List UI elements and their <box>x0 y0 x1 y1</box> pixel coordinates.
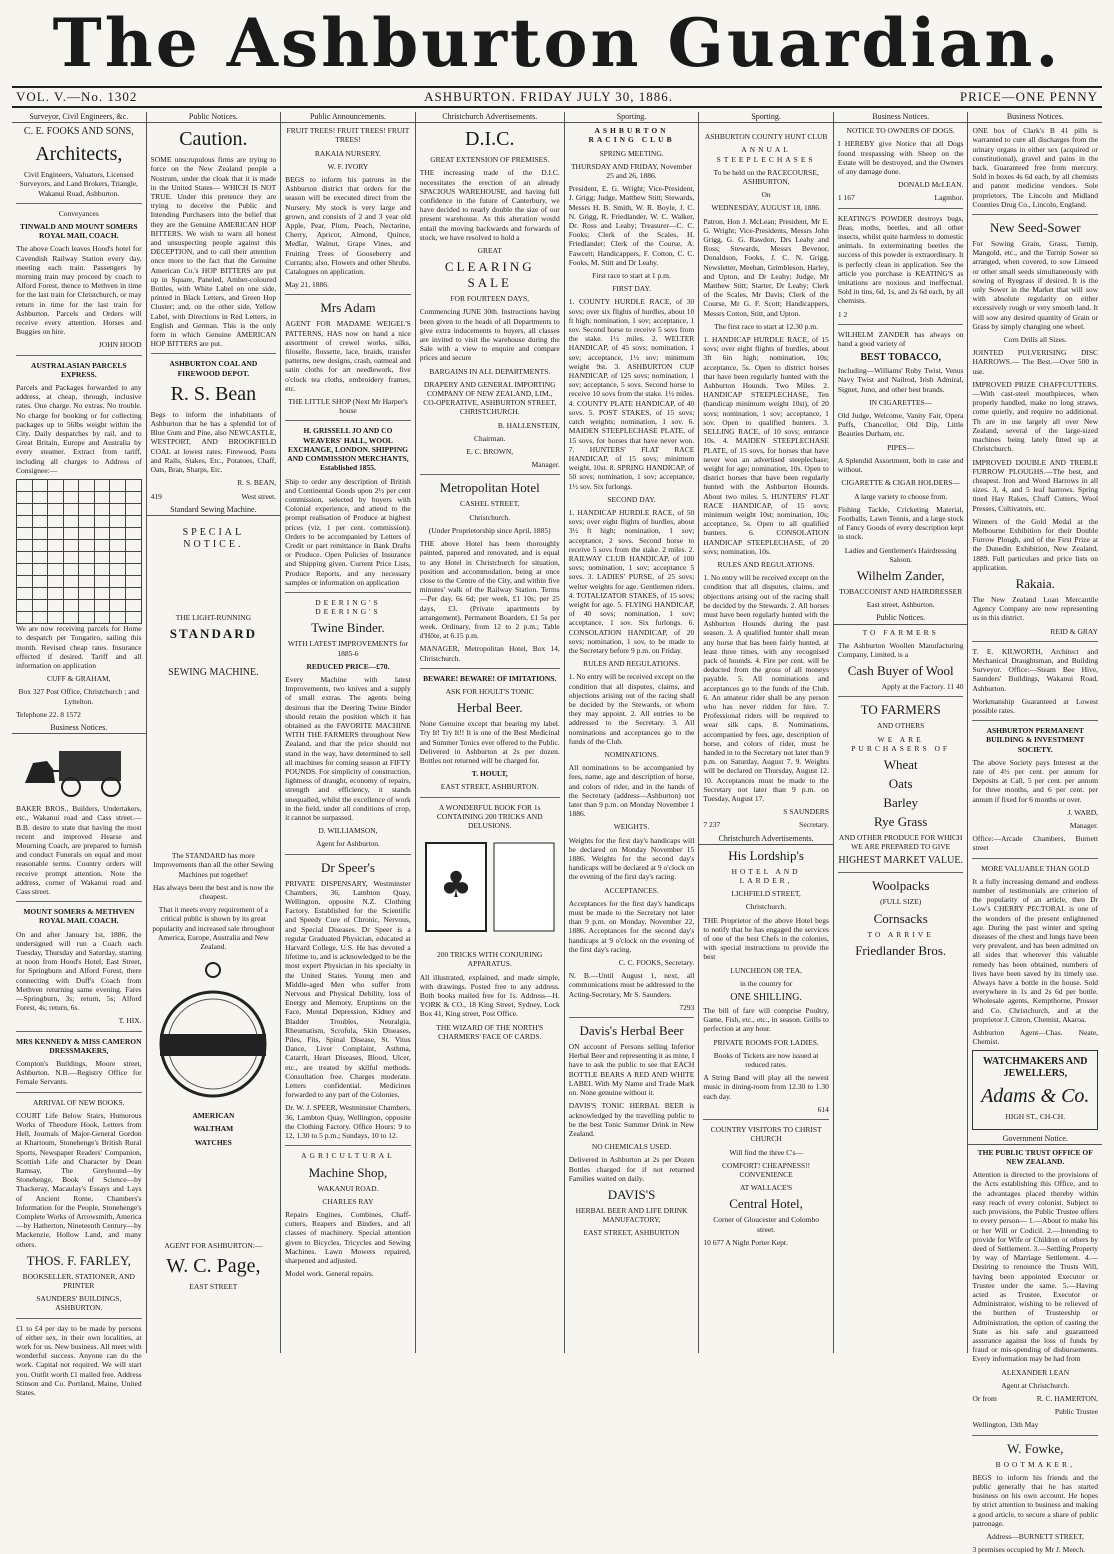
weights-body: Weights for the first day's handicaps will be declared on Monday November 15 1886. Weights for the second day's handicaps will be declared at 9 o'clock on the evening of the first day's racing. <box>568 835 695 882</box>
race-officials: President, E. G. Wright; Vice-President, J. Grigg; Judge, Matthew Stitt; Stewards, Messrs H. B. Smith, W. R. Boyle, J. C. N. Grigg, R. Friedlander, W. C. Walker, Dr. Ross and Leahy; Treasurer—C. C. Fooks; Clerk of the Scales, H. Friedlander; Clerk of the Course, A. Fawcett; Handicappers, F. Cotton, C. C. Fooks, M. Stitt and Dr Leahy. <box>568 184 695 267</box>
great-label: GREAT <box>477 246 502 256</box>
hamerton-name: R. C. HAMERTON, <box>1036 1393 1099 1403</box>
keating-body: KEATING'S POWDER destroys bugs, fleas, moths, beetles, and all other insects, whilst quite harmless to domestic animals. In exterminating beetles the success of this powder is extraordinary. It is perfectly clean in application. See the article you purchase is KEATING'S as imitations are noxious and ineffectual. Sold in tins, 6d, 1s, and 2s 6d each, by all chemists. <box>837 213 964 306</box>
reduced-price: REDUCED PRICE—£70. <box>306 661 390 671</box>
parcels-signature: CUFF & GRAHAM, <box>47 674 111 684</box>
books-body: COURT Life Below Stairs, Humorous Works of Theodore Hook, Letters from Hell, Journals of Major-General Gordon at Khartoum, Stonehenge's British Rural Sports, Newspaper Readers' Companion, Scottish Life and Character by Dean Ramsay, The Greyhound—by Stonehenge, Book of Science—by Thackeray, Macaulay's Essays and Lays of Ancient Rome, Chambers's Information for the People, Stonehenge's Complete Works of Arrowsmith, America—by Hatherton, Nineteenth Century—by Mackenzie, Hollow Land, and many others. <box>16 1110 142 1249</box>
wallace-line: AT WALLACE'S <box>740 1183 793 1193</box>
coal-signature: R. S. BEAN, <box>237 478 277 488</box>
hairdressing-saloon: Ladies and Gentlemen's Hairdressing Saloon. <box>844 545 957 564</box>
steeplechase-date: WEDNESDAY, AUGUST 18, 1886. <box>711 203 821 213</box>
first-race-time: First race to start at 1 p.m. <box>592 271 671 281</box>
wheat: Wheat <box>883 756 918 772</box>
tobacco-body: Including—Williams' Ruby Twist, Venus Navy Twist and Nailrod, Irish Admiral, Signet, Juno, and other best brands. <box>837 366 964 394</box>
rules-heading: RULES AND REGULATIONS. <box>717 559 815 569</box>
column-heading: Public Announcements. <box>281 112 415 123</box>
clarks-pills-body: ONE box of Clark's B 41 pills is warranted to cure all discharges from the urinary organs in either sex (acquired or constitutional), gravel and pains in the back. Guaranteed free from mercury. Sold in boxes 4s 6d each, by all chemists and patent medicine vendors. Sole proprietors, The Lincoln and Midland Counties Drug Co., Lincoln, England. <box>972 126 1099 209</box>
svg-text:♣: ♣ <box>439 865 472 907</box>
herbal-beer-title: Herbal Beer. <box>456 700 523 716</box>
extension-heading: GREAT EXTENSION OF PREMISES. <box>430 155 550 165</box>
standard-body-2: Has always been the best and is now the cheapest. <box>152 882 274 901</box>
friedlander-bros: Friedlander Bros. <box>855 942 947 958</box>
lordship-title: His Lordship's <box>728 847 804 863</box>
davis-subheading: HERBAL BEER AND LIFE DRINK MANUFACTORY, <box>575 1205 688 1225</box>
annual-steeplechases: ANNUAL STEEPLECHASES <box>716 145 816 164</box>
central-hotel: Central Hotel, <box>729 1196 803 1212</box>
secretary-label: Secretary. <box>799 820 829 830</box>
nominations-heading: NOMINATIONS. <box>604 750 659 759</box>
telephone: Telephone 22. 8 1572 <box>16 709 81 719</box>
first-race-time: The first race to start at 12.30 p.m. <box>714 321 818 331</box>
weights-heading: WEIGHTS. <box>613 822 650 832</box>
race-notice-number: 7293 <box>679 1002 695 1012</box>
cornsacks: Cornsacks <box>873 910 928 926</box>
hunt-notice-number: 7 237 <box>703 820 721 830</box>
cigarettes-heading: IN CIGARETTES— <box>869 397 933 407</box>
column-7 <box>834 112 969 1353</box>
tickets: Books of Tickets are now issued at reduced rates. <box>713 1050 819 1070</box>
column-3 <box>281 112 416 1353</box>
book-body: All illustrated, explained, and made simple, with drawings. Posted free to any address. Both books mailed free for 1s. Address—H. YORK & CO., 18 King Street, Sydney, Lock Box 41, King street, Post Office. <box>419 972 560 1019</box>
pipes-body: A Splendid Assortment, both in case and without. <box>837 455 964 475</box>
wakanui-road: WAKANUI ROAD. <box>317 1183 379 1193</box>
band-number: 614 <box>817 1104 829 1114</box>
pocket-watch-icon <box>158 956 268 1106</box>
adams-address: HIGH ST., CH-CH. <box>1005 1112 1066 1122</box>
ray-name: CHARLES RAY <box>322 1196 374 1206</box>
rakaia-title: Rakaia. <box>1015 575 1055 591</box>
adam-name: Mrs Adam <box>320 300 376 316</box>
string-band: A String Band will play all the newest music in dining-room from 12.30 to 1.30 each day. <box>703 1073 829 1101</box>
ward-name: J. WARD, <box>1067 807 1099 817</box>
ploughs-body: IMPROVED DOUBLE AND TREBLE FURROW PLOUGHS.—The best, and cheapest. Iron and Wood Harrows in all sizes. 3, 4, and 5 leaf harrows. Spring tined Hay Rakes, Chaff Cutters, Wool Presses, Cultivators, etc. <box>972 457 1099 513</box>
waltham-line-3: WATCHES <box>194 1137 232 1147</box>
woollen-body: The Ashburton Woollen Manufacturing Company, Limited, is a <box>837 640 964 659</box>
zander-address: East street, Ashburton. <box>866 600 935 610</box>
one-shilling: ONE SHILLING. <box>730 992 802 1004</box>
wizard-heading: THE WIZARD OF THE NORTH'S CHARMERS' FACE OF CARDS. <box>436 1022 544 1041</box>
davis-delivery: Delivered in Ashburton at 2s per Dozen Bottles charged for if not returned Families waited on daily. <box>568 1155 695 1183</box>
standard-title: STANDARD <box>169 626 257 642</box>
adams-name: Adams & Co. <box>981 1085 1090 1108</box>
machine-shop: Machine Shop, <box>308 1164 388 1180</box>
disc-harrows: JOINTED PULVERISING DISC HARROWS.— The Best.—Over 500 in use. <box>972 348 1099 376</box>
twine-subheading: WITH LATEST IMPROVEMENTS for 1885-6 <box>287 639 408 658</box>
purchasers-line: WE ARE PURCHASERS OF <box>851 734 951 753</box>
davis-tonic: DAVIS'S TONIC HERBAL BEER is acknowledged by the travelling public to be the best Tonic Summer Drink in New Zealand. <box>568 1101 695 1138</box>
comfort-line: COMFORT! CHEAPNESS!! CONVENIENCE <box>722 1160 811 1179</box>
metropolitan-title: Metropolitan Hotel <box>439 480 540 496</box>
no-chemicals: NO CHEMICALS USED. <box>591 1142 672 1152</box>
to-arrive: TO ARRIVE <box>867 929 934 939</box>
issue-date: ASHBURTON. FRIDAY JULY 30, 1886. <box>424 89 674 104</box>
and-others: AND OTHERS <box>877 721 925 731</box>
dogs-heading: NOTICE TO OWNERS OF DOGS. <box>846 126 955 136</box>
deering-heading: DEERING'S DEERING'S <box>315 597 381 617</box>
gold-body: It a fully increasing demand and endless number of testimonials are criterion of the popularity of an article, then Dr Low's CHERRY PECTORAL is one of the wonders of the present enlightened age. During the past winter and spring diseases of the chest and lungs have been very prevalent, and has been admitted on all sides that wherever this valuable remedy has been obtained, numbers of lives have been saved by its timely use. Always have a bottle in the house. Sold everywhere in 1s and 2s 6d per bottle. Wholesale agents, Kempthorne, Prosser and Co. Christchurch, and at the proprietor J. Citron, Chemist, Akaroa. <box>972 876 1099 1024</box>
permanent-society-heading: ASHBURTON PERMANENT BUILDING & INVESTMENT SOCIETY. <box>986 726 1085 754</box>
oats: Oats <box>888 775 913 791</box>
cash-buyer: Cash Buyer of Wool <box>847 663 954 679</box>
farley-address: SAUNDERS' BUILDINGS, ASHBURTON. <box>36 1294 122 1313</box>
page-address: EAST STREET <box>189 1281 238 1291</box>
business-heading: Business Notices. <box>12 723 146 734</box>
ivory-body: BEGS to inform his patrons in the Ashburton district that orders for the season will be executed direct from the Nursery. My stock is very large and grown, and consists of 2 and 3 year old Apple, Pear, Plum, Peach, Nectarine, Cherry, Apricot, Almond, Quince, Medlar, Walnut, Grape Vines, and Fruiting Trees of Gooseberry and Currants; also, Flowers and other Shrubs. Catalogues on application. <box>285 175 411 277</box>
fooks-signature: C. C. FOOKS, Secretary. <box>618 958 695 968</box>
dogs-number: 1 167 <box>837 193 855 203</box>
book-heading: A WONDERFUL BOOK FOR 1s CONTAINING 200 TRICKS AND DELUSIONS. <box>436 802 543 830</box>
columns <box>12 112 1102 1554</box>
light-running: THE LIGHT-RUNNING <box>175 612 252 622</box>
christchurch-heading: Christchurch Advertisements. <box>699 834 833 845</box>
to-farmers: TO FARMERS <box>862 627 939 637</box>
newspaper-title: The Ashburton Guardian. <box>52 4 1062 82</box>
seed-sower-title: New Seed-Sower <box>989 220 1081 236</box>
tinwald-heading: TINWALD AND MOUNT SOMERS ROYAL MAIL COACH. <box>19 222 138 241</box>
coal-number: 419 <box>150 491 162 501</box>
public-notices-heading: Public Notices. <box>834 613 968 624</box>
agency-body: The New Zealand Loan Mercantile Agency Company are now representing us in this district. <box>972 594 1099 623</box>
adams-advert <box>972 1050 1098 1129</box>
chairman-label: Chairman. <box>474 433 506 443</box>
bootmaker: BOOTMAKER, <box>995 1459 1075 1469</box>
column-heading: Business Notices. <box>968 112 1102 123</box>
kilworth-body: T. E. KILWORTH, Architect and Mechanical Draughtsman, and Building Surveyor. Office:—Steam Bee Hive, Saunders' Buildings, Wakanui Road, Ashburton. <box>972 646 1099 693</box>
steeplechase-races: 1. HANDICAP HURDLE RACE, of 15 sovs; over eight flights of hurdles, about 3ft 6in high; nomination, 10s; acceptance, 5s. Open to district horses that have been regularly hunted with the Ashburton Hounds. Two Miles. 2. HANDICAP STEEPLECHASE, Ten (handicap minimum weight 10st), of 20 sovs; nomination, 1 sov; acceptance, 1 sov. Open to qualified hunters. 3. SELLING RACE, of 10 sovs; entrance 10s. 4. MAIDEN STEEPLECHASE PLATE, of 15 sovs, for horses that have never won an advertised steeplechase; weight for age; nomination, 10s. Open to district horses that have been regularly hunted with the Ashburton Hounds. About two miles. 5. HUNTERS' FLAT RACE HANDICAP, of 15 sovs; minimum weight 10st; nomination, 10s; acceptance, 5s. Open to all qualified hunters. 6. CONSOLATION HANDICAP STEEPLECHASE, of 20 sovs; nomination, 10s. <box>703 335 829 556</box>
zander-intro: WILHELM ZANDER has always on hand a good variety of <box>837 329 964 349</box>
permanent-body: The above Society pays Interest at the rate of 4½ per cent. per annum for Deposits at Call, 5 per cent. per annum for three months, and 6 per cent. per annum if fixed for 6 months or over. <box>972 757 1099 804</box>
nursery-heading: RAKAIA NURSERY. <box>314 148 382 158</box>
rye-grass: Rye Grass <box>874 813 928 829</box>
hamerton-title: Public Trustee <box>1054 1407 1099 1417</box>
agricultural-heading: AGRICULTURAL <box>301 1151 395 1161</box>
woolpacks: Woolpacks <box>871 878 930 894</box>
dic-body: THE increasing trade of the D.I.C. necessitates the erection of an already SPACIOUS WAREHOUSE, and having full confidence in the future of Canterbury, we have decided to nearly double the size of our present warehouse. As this alteration would entail the moving backwards and forwards of stock, we have resolved to hold a <box>419 168 560 242</box>
produce-line: AND OTHER PRODUCE FOR WHICH WE ARE PREPARED TO GIVE <box>838 832 963 852</box>
christchurch-label: Christchurch. <box>745 902 787 912</box>
bargains: BARGAINS IN ALL DEPARTMENTS. <box>429 366 551 376</box>
ivory-name: W. F. IVORY <box>327 161 369 171</box>
hoult-name: T. HOULT, <box>471 769 508 779</box>
nb-body: N. B.—Until August 1, next, all communications must be addressed to the Acting-Secretary, Mr S. Saunders. <box>568 971 695 999</box>
column-2 <box>147 112 282 1353</box>
brown-name: E. C. BROWN, <box>466 447 514 457</box>
volume-number: VOL. V.—No. 1302 <box>16 89 138 104</box>
pound-body: £1 to £4 per day to be made by persons of either sex, in their own localities, at work for us. New business. All meet with wonderful success. Anyone can do the work. Capital not required. We will start you. Outfit worth £1 mailed free. Address Stinson and Co. Portland, Maine, United States. <box>16 1323 142 1398</box>
nominations-body: All nominations to be accompanied by fees, name, age and description of horse, and colors of rider, and in the hands of the Secretary (address—Ashburton) not later than 9 p.m. on Monday November 1 1886. <box>568 763 695 819</box>
or-from: Or from <box>972 1393 997 1403</box>
twine-body: Every Machine with latest Improvements, two knives and a supply of small extras. The agents being desirous that the Deering Twine Binder should retain the position which it has obtained as the FAVORITE MACHINE WITH THE FARMERS throughout New Zealand, and that the price should not stand in the way, have determined to sell all machines for coming season at FIFTY POUNDS. For simplicity of construction, lightness of draught, economy of repairs, strength and efficiency, it stands unequalled, whilst the excellence of work in the field, under all conditions of crop, it cannot be surpassed. <box>285 674 411 822</box>
metropolitan-subheading: (Under Proprietorship since April, 1885) <box>428 525 551 535</box>
masthead <box>0 0 1114 86</box>
racing-club-heading: ASHBURTON RACING CLUB <box>588 126 675 145</box>
best-tobacco: BEST TOBACCO, <box>860 352 941 364</box>
column-heading: Surveyor, Civil Engineers, &c. <box>12 112 146 123</box>
holders-heading: CIGARETTE & CIGAR HOLDERS— <box>841 478 960 488</box>
speer-footer: Dr. W. J. SPEER, Westminster Chambers, 36, Lambton Quay, Wellington, opposite the Clothing Factory. Office Hours: 9 to 12, 1.30 to 5 p.m.; Sundays, 10 to 12. <box>285 1103 411 1141</box>
public-trust-body: Attention is directed to the provisions of the Acts establishing this Office, and to the advantages placed thereby within easy reach of every colonist. Subject to such provisions, the Public Trustee offers to every person— 1.—About to make his or her Will or Codicil. 2.—Intending to provide for Wife or Children or others by deed of Settlement. 3.—Settling Property by way of Marriage Settlement. 4.—Desiring to renounce the Trusts Will, having been appointed Executor or Trustee under the same. 5.—Having acted as Trustee, Executor or Administrator, wishing to be relieved of the burthen of Trusteeship or Administration, the option of casting the State as his safe and guaranteed assurance against the loss of funds by fraud or mis-spending of disbursements. Every information may be had from <box>972 1170 1099 1364</box>
government-notice-heading: Government Notice. <box>968 1134 1102 1145</box>
dogs-signature: DONALD McLEAN. <box>898 180 964 190</box>
acceptances-body: Acceptances for the first day's handicaps must be made to the Secretary not later than 9 p.m. on Monday, November 22, 1886. Acceptances for the second day's handicaps at 9 o'clock on the evening of the first day's racing. <box>568 898 695 954</box>
column-heading: Public Notices. <box>147 112 281 123</box>
pipes-heading: PIPES— <box>887 442 915 452</box>
column-heading: Sporting. <box>699 112 833 123</box>
ray-footer: Model work. General repairs. <box>285 1269 374 1279</box>
williamson-title: Agent for Ashburton. <box>315 839 380 849</box>
keating-number: 1 2 <box>837 309 848 319</box>
holders-body: A large variety to choose from. <box>854 491 948 501</box>
barley: Barley <box>883 794 918 810</box>
watchmakers-heading: WATCHMAKERS AND JEWELLERS, <box>982 1056 1088 1080</box>
special-notice: SPECIAL NOTICE. <box>182 526 245 550</box>
clearing-sale: CLEARING SALE <box>444 259 535 291</box>
adam-shop: THE LITTLE SHOP (Next Mr Harper's house <box>288 397 408 416</box>
kennedy-body: Compton's Buildings, Moore street, Ashburton. N.B.—Registry Office for Female Servants. <box>16 1059 142 1087</box>
fishing-body: Fishing Tackle, Cricketing Material, Footballs, Lawn Tennis, and a large stock of Fancy Goods of every description kept in stock. <box>837 504 964 542</box>
zander-name: Wilhelm Zander, <box>856 567 945 583</box>
acceptances-heading: ACCEPTANCES. <box>604 885 659 895</box>
fowke-address: Address—BURNETT STREET, <box>986 1531 1084 1541</box>
tinwald-signature: JOHN HOOD <box>98 340 142 350</box>
beware-heading: BEWARE! BEWARE! OF IMITATIONS. <box>423 673 557 683</box>
saunders-name: S SAUNDERS <box>783 807 829 817</box>
seed-sower-body: For Sowing Grain, Grass, Turnip, Mangold, etc., and the Turnip Sower so arranged, when covered, to sow Linseed or other small seeds simultaneously with sowing of Ryegrass if desired. It is the only Sower in the Market that will sow with absolute regularity on either excessively rough or very smooth land. It will sow any desired quantity of Grain or Grass by simply changing one wheel. <box>972 239 1099 331</box>
christchurch-label: Christchurch. <box>469 512 511 522</box>
sewing-heading: Standard Sewing Machine. <box>147 505 281 516</box>
first-day-races: 1. COUNTY HURDLE RACE, of 30 sovs; over six flights of hurdles, about 10 ft high; nomination, 1 sov; acceptance, 1 sov. Second horse to receive 5 sovs from the stake. 1½ miles. 2. WELTER HANDICAP, of 45 sovs; nomination, 1 sov; acceptance, 1½ sov; minimum weight 9st. 3. ASHBURTON CUP HANDICAP, of 125 sovs; nomination, 1 sov; acceptance, 5 sovs. Second horse to receive 10 sovs from the stake. 1½ miles. 4. COUNTY PLATE HANDICAP, of 40 sovs. 5. POST STAKES, of 15 sovs; catch weights; nomination, 1 sov. 6. MAIDEN STEEPLECHASE PLATE, of 15 sovs, for horses that have never won. 7. HUNTERS' FLAT RACE HANDICAP, of 15 sovs; minimum weight, 10st. 8. SPRING HANDICAP, of 50 sovs; nomination, 1 sov; acceptance, 1½ sov. Six furlongs. <box>568 297 695 491</box>
reid-gray: REID & GRAY <box>1050 626 1099 636</box>
hunt-officials: Patron, Hon J. McLean; President, Mr E. G. Wright; Vice-Presidents, Messrs John Grigg, G. G. Rawdon, Drs Leahy and Ross; Stewards, Messrs Bevenor, Donaldson, Fooks, J. C. N. Grigg, Newsletter, Meehan, Grimbleson, Harley, and Upton, and Dr Leahy; Judge, Mr Matthew Stitt; Starter, Dr Leahy; Clerk of the Scales, Mr Davis; Clerk of the Course, Mr G. F. Scott; Handicappers, Messrs Cotton, Stitt, and Upton. <box>703 216 829 318</box>
second-day-races: 1. HANDICAP HURDLE RACE, of 50 sovs; over eight flights of hurdles, about 3½ ft high; nomination, 1 sov; acceptance, 2 sovs. Second horse to receive 5 sovs from the stake. 2 miles. 2. RAILWAY CLUB HANDICAP, of 100 sovs; nomination, 1 sov; acceptance 5 sovs. 3. LADIES' PURSE, of 25 sovs; welter weights for age. Gentlemen riders. 4. TOTALIZATOR STAKES, of 15 sovs; weight for age. 5. FLYING HANDICAP, of 40 sovs; nomination, 1 sov; acceptance, 1 sov. Six furlongs. 6. CONSOLATION HANDICAP, of 20 sovs; nomination, 1 sov, to be made to the Secretary before 9 p.m. on Friday. <box>568 507 695 655</box>
davis-address: EAST STREET, ASHBURTON <box>583 1228 680 1238</box>
column-heading: Christchurch Advertisements. <box>416 112 564 123</box>
spring-meeting: SPRING MEETING. <box>599 148 664 158</box>
waltham-line-1: AMERICAN <box>192 1111 235 1121</box>
ward-office: Office:—Arcade Chambers, Burnett street <box>972 834 1099 853</box>
parcels-heading: AUSTRALASIAN PARCELS EXPRESS. <box>31 360 127 379</box>
cashel-street: CASHEL STREET, <box>459 499 520 509</box>
griss-body: Ship to order any description of British and Continental Goods upon 2½ per cent commission, selected by buyers with Colonial experience, and attend to the prompt realisation of Produce at highest prices (viz. 1 per cent. commission). Orders to be accompanied by Letters of Credit or part remittance in Bank Drafts or Produce. Open Policies of Insurance and Shipping given. Current Price Lists, Produce Reports, and any necessary samples or information on application <box>285 476 411 587</box>
dic-company: DRAPERY AND GENERAL IMPORTING COMPANY OF NEW ZEALAND, LIM., CO-OPERATIVE, ASHBURTON STREET, CHRISTCHURCH. <box>423 379 557 417</box>
column-8 <box>968 112 1102 1554</box>
griss-heading: H. GRISSELL JO AND CO WEAVERS' HALL, WOOL EXCHANGE, LONDON. SHIPPING AND COMMISSION MERCHANTS, Established 1855. <box>287 426 409 473</box>
twine-binder: Twine Binder. <box>311 620 385 636</box>
books-heading: ARRIVAL OF NEW BOOKS. <box>33 1097 125 1107</box>
speer-name: Dr Speer's <box>320 859 375 875</box>
first-day: FIRST DAY. <box>612 284 651 294</box>
hearse-illustration <box>16 739 142 799</box>
lean-name: ALEXANDER LEAN <box>1001 1367 1070 1377</box>
hunt-club-heading: ASHBURTON COUNTY HUNT CLUB <box>704 132 828 142</box>
rules-body: 1. No entry will be received except on the condition that all disputes, claims, and objections arising out of the racing shall be decided by the Stewards. 2. All horses must have been regularly hunted with the Ashburton Hounds during the past season. 3. A qualified hunter shall mean any horse that has been fairly hunted, at least three times, with any recognised pack of hounds. 4. Fire per cent. will be deducted from the gross of all moneys payable. 5. All nominations and acceptances go to the funds of the Club. 6. An amateur rider shall be any person who has never ridden for hire. 7. Professional riders will be required to wear silk caps. 8. Nominations, accompanied by fees, age, description of horse, and colors of rider, must be handed in to the Secretary not later than 9 p.m. on Saturday, August 7. 9. Weights will be declared on Thursday, August 12. 10. Acceptances must be made to the Secretary not later than 9 p.m. on Tuesday, August 17. <box>703 573 829 804</box>
fowke-name: W. Fowke, <box>1007 1440 1064 1456</box>
mount-signature: T. HIX. <box>118 1016 142 1026</box>
standard-body-3: That it meets every requirement of a critical public is shown by its great popularity and increased sale throughout America, Europe, Australia and New Zealand. <box>152 905 275 951</box>
playing-card-illustration <box>420 835 560 945</box>
gold-medal-body: Winners of the Gold Medal at the Melbourne Exhibition for their Double Furrow Plough, and of the First Prize at the Dunedin Exhibition, New Zealand, 1889. Full particulars and price lists on application. <box>972 516 1099 572</box>
rules-body: 1. No entry will be received except on the condition that all disputes, claims, and objections arising out of the racing shall be decided by the Stewards, or whom they may appoint. 2. All entries to be addressed to the Secretary. 3. All nominations and acceptances go to the funds of the Club. <box>568 672 695 746</box>
gold-agent: Ashburton Agent—Chas. Neate, Chemist. <box>972 1028 1099 1047</box>
dogs-place: Lagmhor. <box>934 193 964 203</box>
fowke-footer: 3 premises occupied by Mr J. Meech. <box>972 1545 1085 1554</box>
waltham-illustration <box>151 956 277 1106</box>
country-visitors: COUNTRY VISITORS TO CHRIST CHURCH <box>710 1125 822 1144</box>
davis-body: ON account of Persons selling Inferior Herbal Beer and representing it as mine, I have to ask the public to see that EACH BOTTLE BEARS A RED AND WHITE LABEL With My Name and Trade Mark on. None genuine without it. <box>568 1042 695 1098</box>
fruit-heading: FRUIT TREES! FRUIT TREES! FRUIT TREES! <box>286 126 410 145</box>
fourteen-days: FOR FOURTEEN DAYS, <box>450 294 530 304</box>
fooks-title: Architects, <box>35 143 123 166</box>
ward-title: Manager. <box>1069 821 1099 830</box>
waltham-line-2: WALTHAM <box>193 1124 234 1134</box>
baker-body: BAKER BROS., Builders, Undertakers, etc., Wakanui road and Cass street.—B.B. desire to state that having the most recent and improved Hearse and Mourning Coach, are prepared to furnish and conduct Funerals on equal and most reasonable terms. Country orders will receive prompt attention. Note the address, corner of Wakanui road and Cass street. <box>16 804 142 896</box>
page-name: W. C. Page, <box>166 1254 261 1277</box>
kilworth-footer: Workmanship Guaranteed at Lowest possible rates. <box>972 696 1099 715</box>
clearing-body: Commencing JUNE 30th. Instructions having been given to the heads of all Departments to give extra inducements to buyers, all classes are invited to visit the warehouse during the Sale with a view to enquire and compare prices and secure <box>419 307 560 363</box>
conveyances-heading: Conveyances <box>58 208 99 218</box>
mount-heading: MOUNT SOMERS & METHVEN ROYAL MAIL COACH. <box>23 907 135 926</box>
column-1 <box>12 112 147 1398</box>
hallenstein-name: B. HALLENSTEIN, <box>497 420 560 430</box>
column-5 <box>565 112 700 1353</box>
book-footer: 200 TRICKS WITH CONJURING APPARATUS. <box>437 950 543 969</box>
public-trust-heading: THE PUBLIC TRUST OFFICE OF NEW ZEALAND. <box>977 1147 1093 1167</box>
tinwald-body: The above Coach leaves Hood's hotel for Cavendish Railway Station every day, meeting each train. Passengers by morning train may proceed by coach to Alford Forest, thence to Methven in time for the last train for Christchurch, or may return in time for the last train for Ashburton. Parcels and Orders will receive every attention. Horses and Buggies on hire. <box>16 244 142 337</box>
coal-name: R. S. Bean <box>170 382 257 405</box>
wellington-date: Wellington, 13th May <box>972 1420 1039 1430</box>
price: PRICE—ONE PENNY <box>959 89 1098 104</box>
fowke-body: BEGS to inform his friends and the public generally that he has started business on his own account. He hopes by strict attention to business and making a good article, to secure a share of public patronage. <box>972 1472 1099 1528</box>
luncheon: LUNCHEON OR TEA, <box>730 965 802 975</box>
full-size: (FULL SIZE) <box>880 897 922 907</box>
hotel-larder: HOTEL AND LARDER, <box>731 866 801 886</box>
column-4 <box>416 112 565 1353</box>
lean-title: Agent at Christchurch. <box>1001 1380 1070 1390</box>
corn-drills: Corn Drills all Sizes. <box>1003 335 1067 345</box>
mount-body: On and after January 1st, 1886, the undersigned will run a Coach each Tuesday, Thursday and Saturday, starting at noon from Hood's Hotel, East Street, for Springburn and Alford Forest, there connecting with Duff's Coach from Methven returning same evening. Fares—Springburn, 3s; return, 5s; Alford Forest, 4s; return, 6s. <box>16 929 142 1013</box>
coal-body: Begs to inform the inhabitants of Ashburton that he has a splendid lot of Blue Gum and Pine, also NEWCASTLE, WESTPORT, AND BROOKFIELD COAL at lowest rates. Firewood, Posts and Rails, Stakes, Etc., Potatoes, Chaff, Oats, Bran, Sharps, Etc. <box>150 409 277 475</box>
dogs-body: I HEREBY give Notice that all Dogs found trespassing with Sheep on the Estate will be destroyed, and the Owners of any damage done. <box>837 139 964 177</box>
three-cs: Will find the three C's— <box>729 1147 803 1157</box>
tariff-table <box>16 479 142 624</box>
column-heading: Business Notices. <box>834 112 968 123</box>
parcels-footer: We are now receiving parcels for Home to despatch per Tongariro, sailing this month. Revised cheap rates. Insurance effected if desired. Tariff and all information on application <box>16 624 142 670</box>
held-at: To be held on the RACECOURSE, ASHBURTON, <box>713 167 819 187</box>
playing-cards-icon <box>420 835 560 945</box>
metropolitan-signature: MANAGER, Metropolitan Hotel, Box 14, Christchurch. <box>419 644 560 663</box>
on-label: On <box>761 190 771 200</box>
herbal-body: None Genuine except that bearing my label. Try It! Try It!! It is one of the Best Medicinal and Summer Tonics ever offered to the Public. Delivered in Ashburton at 2s per dozen. Bottles not returned will be charged for. <box>419 719 560 765</box>
dic-title: D.I.C. <box>465 128 515 151</box>
parcels-body: Parcels and Packages forwarded to any address, at cheap, through, inclusive rates. One charge. No extras. No trouble. No charge for booking or for collecting packages up to 56lbs weight within the City. Daily despatches by rail, and to Great Britain, Europe and Australia by every steamer. Extract from tariff, including all charges to Address of Consignee:— <box>16 383 142 475</box>
central-corner: Corner of Gloucester and Colombo street. <box>713 1215 819 1234</box>
coal-heading: ASHBURTON COAL AND FIREWOOD DEPOT. <box>169 359 258 378</box>
agent-line: AGENT FOR ASHBURTON:— <box>164 1240 263 1250</box>
night-porter: 10 677 A Night Porter Kept. <box>703 1237 788 1247</box>
manager-label: Manager. <box>531 460 560 470</box>
speer-body: PRIVATE DISPENSARY, Westminster Chambers, 36, Lambton Quay, Wellington, opposite N.Z. Clothing Factory. Established for the Scientific and Speedy Cure of Chronic, Nervous, and Special Diseases. Dr Speer is a regular Graduated Physician, educated at Harvard College, U.S. He has devoted a lifetime to, and is acknowledged to be the most expert Physician in his specialty in the United States. Young men and Middle-aged Men who suffer from Nervous and Physical Debility, loss of Energy and Memory, Eruptions on the Face, Mental Depression, Kidney and Bladder Troubles, Neuralgia, Rheumatism, Scrofula, Skin Diseases, Piles, Fits, Spinal Disease, St. Vitus Dance, Liver Complaint, Asthma, Catarrh, Heart Diseases, Blood, Ulcer, etc., are treated by skilful methods. Consultation free. Charges moderate. Letters confidential. Medicines forwarded to any part of the Colonies. <box>285 878 411 1100</box>
in-the-country: in the country for <box>739 978 793 988</box>
cigarettes-body: Old Judge, Welcome, Vanity Fair, Opera Puffs, Chancellor, Old Dip, Little Beauties Durham, etc. <box>837 411 964 439</box>
column-6 <box>699 112 834 1353</box>
farley-name: THOS. F. FARLEY, <box>26 1252 131 1268</box>
ray-body: Repairs Engines, Combines, Chaff-cutters, Reapers and Binders, and all classes of machinery. Special attention given to Bicycles, Tricycles and Sewing Machines. Lawn Mowers repaired, sharpened and adjusted. <box>285 1209 411 1265</box>
gold-heading: MORE VALUABLE THAN GOLD <box>981 863 1090 873</box>
rules-heading: RULES AND REGULATIONS. <box>583 659 680 669</box>
hearse-icon <box>19 739 139 799</box>
fooks-name: C. E. FOOKS AND SONS, <box>23 126 134 138</box>
sewing-machine: SEWING MACHINE. <box>168 667 259 679</box>
davis-title: Davis's Herbal Beer <box>579 1023 684 1039</box>
metropolitan-body: THE above Hotel has been thoroughly painted, papered and renovated, and is equal to any Hotel in Christchurch for situation, position and accommodation, being at once close to the Centre of the City, and within five minutes' walk of the Railway Station. Terms—Per day, 6s 6d; per week, £1 10s; per 25 days, £3. (Private apartments by arrangement). Permanent Boarders, £1 5s per week. Ordinary, from 12 to 2 p.m.; Table d'Hôte, at 6.15 p.m. <box>419 539 560 641</box>
parcels-address: Box 327 Post Office, Christchurch ; and Lyttelton. <box>18 687 140 706</box>
to-farmers-2: TO FARMERS <box>860 702 941 718</box>
fooks-body: Civil Engineers, Valuators, Licensed Surveyors, and Land Brokers, Triangle, Wakanui Road, Ashburton. <box>19 170 139 198</box>
column-heading: Sporting. <box>565 112 699 123</box>
apply-factory: Apply at the Factory. 11 40 <box>881 682 964 692</box>
race-dates: THURSDAY AND FRIDAY, November 25 and 26, 1886. <box>570 161 693 181</box>
zander-title: TOBACCONIST AND HAIRDRESSER <box>839 586 963 596</box>
dateline <box>12 86 1102 108</box>
hoult-address: EAST STREET, ASHBURTON. <box>440 782 539 792</box>
highest-market-value: HIGHEST MARKET VALUE. <box>838 855 963 867</box>
lichfield-street: LICHFIELD STREET, <box>731 889 801 899</box>
kennedy-heading: MRS KENNEDY & MISS CAMERON DRESSMAKERS, <box>16 1036 142 1055</box>
williamson-name: D. WILLIAMSON, <box>318 826 378 836</box>
ivory-date: May 21, 1886. <box>285 280 329 290</box>
coal-address: West street. <box>241 491 277 501</box>
standard-body-1: The STANDARD has more Improvements than all the other Sewing Machines put together! <box>153 851 274 879</box>
chaffcutters-body: IMPROVED PRIZE CHAFFCUTTERS.—With cast-steel mouthpieces, when properly handled, make no long straws, come quietly, and require no additional. Th are in use largely all over New Zealand, several of the large-sized machines being lately fitted up at Christchurch. <box>972 379 1099 454</box>
private-rooms: PRIVATE ROOMS FOR LADIES. <box>713 1037 819 1047</box>
caution-title: Caution. <box>179 128 248 151</box>
lordship-body-2: The bill of fare will comprise Poultry, Game, Fish, etc., etc., in season. Grills to perfection at any hour. <box>703 1006 829 1034</box>
davis-name: DAVIS'S <box>607 1186 656 1202</box>
farley-title: BOOKSELLER, STATIONER, AND PRINTER <box>22 1271 135 1291</box>
lordship-body: THE Proprietor of the above Hotel begs to notify that he has engaged the services of one of the best Chefs in the colonies, with special instructions to provide the best <box>703 915 829 962</box>
second-day: SECOND DAY. <box>607 494 656 504</box>
ask-line: ASK FOR HOULT'S TONIC <box>445 686 534 696</box>
caution-body: SOME unscrupulous firms are trying to force on the New Zealand people a Nostrum, under the cloak that it is made in the United States— WHICH IS NOT TRUE. Under this pretence they are trying to deceive the Public and Intending Purchasers into the belief that they are the Genuine AMERICAN HOP BITTERS. We wish to warn all honest and unsuspecting people against this DECEPTION, and to call their attention once more to the fact that the Genuine American Co.'s HOP BITTERS are put up in Square, Paneled, Amber-coloured Bottles, with White Label on one side, printed in Black Letters, and Green Hop Cluster; and, on the other side, Yellow Label, with Directions in Red Letters, in English and German. This is the only form in which Genuine AMERICAN HOP BITTERS are put. <box>150 155 277 349</box>
adam-body: AGENT FOR MADAME WEIGEL'S PATTERNS, HAS now on hand a nice assortment of crewel works, silks, filoselle, flossette, lace, braids, transfer patterns, new designs, crash, oatmeal and satin cloths for art needlework, five o'clock tea cloths, embroidery frames, etc. <box>285 319 411 393</box>
